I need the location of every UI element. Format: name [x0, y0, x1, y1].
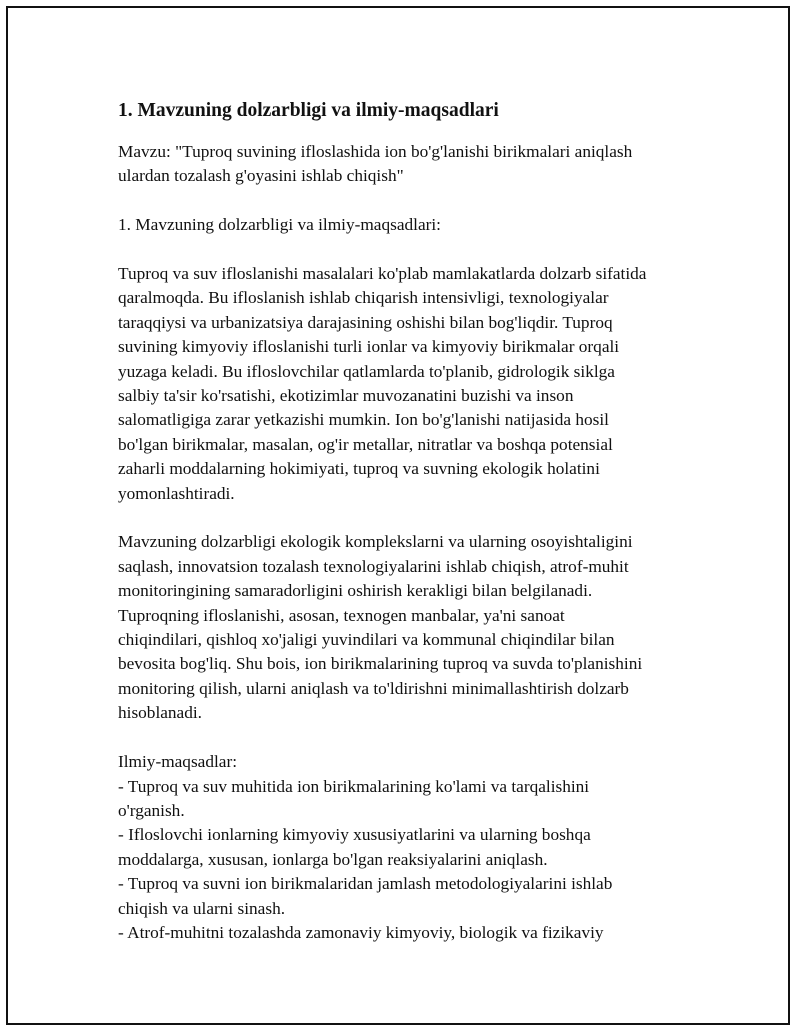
- paragraph-2: [118, 530, 698, 725]
- paragraph-line: chiqindilari, qishloq xo'jaligi yuvindilari va kommunal chiqindilar bilan: [118, 630, 615, 650]
- paragraph-line: yomonlashtiradi.: [118, 483, 235, 503]
- paragraph-line: salomatligiga zarar yetkazishi mumkin. Ion bo'g'lanishi natijasida hosil: [118, 410, 609, 430]
- document-page: [6, 6, 790, 1025]
- paragraph-line: yuzaga keladi. Bu ifloslovchilar qatlamlarda to'planib, gidrologik siklga: [118, 361, 615, 381]
- paragraph-line: taraqqiysi va urbanizatsiya darajasining oshishi bilan bog'liqdir. Tuproq: [118, 312, 613, 332]
- goal-line: - Tuproq va suv muhitida ion birikmalarining ko'lami va tarqalishini: [118, 776, 590, 796]
- goal-line: - Tuproq va suvni ion birikmalaridan jamlash metodologiyalarini ishlab: [118, 874, 613, 894]
- paragraph-line: Tuproq va suv ifloslanishi masalalari ko'plab mamlakatlarda dolzarb sifatida: [118, 264, 647, 283]
- spacer: [118, 189, 698, 213]
- paragraph-line: bo'lgan birikmalar, masalan, og'ir metallar, nitratlar va boshqa potensial: [118, 434, 613, 454]
- document-title: 1. Mavzuning dolzarbligi va ilmiy-maqsadlari: [118, 100, 499, 121]
- paragraph-line: qaralmoqda. Bu ifloslanish ishlab chiqarish intensivligi, texnologiyalar: [118, 288, 609, 308]
- goal-line: - Ifloslovchi ionlarning kimyoviy xususiyatlarini va ularning boshqa: [118, 825, 591, 845]
- paragraph-line: monitoringining samaradorligini oshirish kerakligi bilan belgilanadi.: [118, 581, 593, 601]
- paragraph-line: Tuproqning ifloslanishi, asosan, texnogen manbalar, ya'ni sanoat: [118, 605, 565, 625]
- topic-block: [118, 140, 698, 189]
- paragraph-line: salbiy ta'sir ko'rsatishi, ekotizimlar muvozanatini buzishi va inson: [118, 386, 574, 406]
- topic-line: Mavzu: "Tuproq suvining ifloslashida ion bo'g'lanishi birikmalari aniqlash: [118, 142, 633, 161]
- goal-line: moddalarga, xususan, ionlarga bo'lgan reaksiyalarini aniqlash.: [118, 849, 548, 869]
- topic-line: ulardan tozalash g'oyasini ishlab chiqish": [118, 166, 404, 186]
- paragraph-line: suvining kimyoviy ifloslanishi turli ionlar va kimyoviy birikmalar orqali: [118, 337, 620, 357]
- spacer: [118, 726, 698, 750]
- goals-list: [118, 775, 698, 946]
- goal-line: o'rganish.: [118, 800, 185, 820]
- paragraph-line: saqlash, innovatsion tozalash texnologiyalarini ishlab chiqish, atrof-muhit: [118, 556, 629, 576]
- goal-line: - Atrof-muhitni tozalashda zamonaviy kimyoviy, biologik va fizikaviy: [118, 922, 604, 942]
- paragraph-line: Mavzuning dolzarbligi ekologik komplekslarni va ularning osoyishtaligini: [118, 532, 633, 552]
- goal-line: chiqish va ularni sinash.: [118, 898, 286, 918]
- paragraph-line: hisoblanadi.: [118, 703, 202, 723]
- document-content: [118, 98, 698, 945]
- paragraph-line: zaharli moddalarning hokimiyati, tuproq va suvning ekologik holatini: [118, 459, 600, 479]
- paragraph-1: [118, 262, 698, 506]
- spacer: [118, 238, 698, 262]
- paragraph-line: bevosita bog'liq. Shu bois, ion birikmalarining tuproq va suvda to'planishini: [118, 654, 643, 674]
- paragraph-line: monitoring qilish, ularni aniqlash va to'ldirishni minimallashtirish dolzarb: [118, 678, 629, 698]
- spacer: [118, 506, 698, 530]
- goals-heading: Ilmiy-maqsadlar:: [118, 752, 238, 772]
- section-heading: 1. Mavzuning dolzarbligi va ilmiy-maqsadlari:: [118, 215, 441, 235]
